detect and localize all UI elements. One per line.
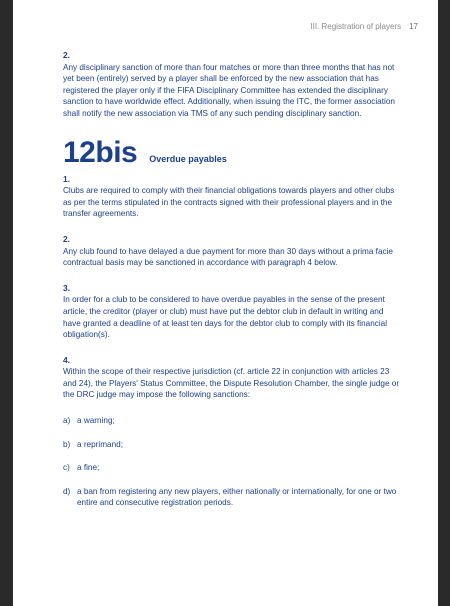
sanction-item — [63, 462, 403, 474]
sanction-item — [63, 415, 403, 427]
article-paragraph — [63, 234, 403, 269]
list-marker: d) — [63, 486, 71, 496]
paragraph-number: 3. — [63, 282, 70, 293]
intro-paragraph — [63, 50, 403, 120]
paragraph-number: 2. — [63, 233, 70, 244]
paragraph-text: Any club found to have delayed a due payment for more than 30 days without a prima facie contractual basis may be sanctioned in accordance with paragraph 4 below. — [63, 246, 393, 268]
paragraph-number: 1. — [63, 173, 70, 184]
list-text: a warning; — [77, 416, 115, 426]
section-heading — [63, 135, 403, 169]
article-paragraph — [63, 283, 403, 341]
paragraph-text: Within the scope of their respective jurisdiction (cf. article 22 in conjunction with articles 23 and 24), the Players' Status Committee, the Dispute Resolution Chamber, the single judge or the DRC judge may impose the following sanctions: — [63, 367, 400, 400]
section-number: 12bis — [63, 135, 138, 169]
article-paragraph — [63, 355, 403, 401]
list-marker: a) — [63, 416, 71, 426]
list-text: a reprimand; — [77, 439, 123, 449]
sanction-item — [63, 486, 403, 509]
paragraph-number: 2. — [63, 50, 70, 60]
page-body — [63, 50, 403, 521]
list-text: a ban from registering any new players, either nationally or internationally, for one or two entire and consecutive registration periods. — [77, 486, 397, 508]
running-header — [310, 22, 418, 31]
list-marker: b) — [63, 439, 71, 449]
page-number: 17 — [409, 22, 418, 31]
paragraph-number: 4. — [63, 354, 70, 365]
list-text: a fine; — [77, 463, 100, 473]
paragraph-text: Any disciplinary sanction of more than four matches or more than three months that has not yet been (entirely) served by a player shall be enforced by the new association that has registered the player only if the FIFA Disciplinary Committee has extended the disciplinary sanction to have worldwide effect. Additionally, when issuing the ITC, the former association shall notify the new association via TMS of any such pending disciplinary sanction. — [63, 62, 395, 118]
section-title: Overdue payables — [149, 153, 227, 164]
chapter-title: III. Registration of players — [310, 22, 402, 31]
sanction-item — [63, 439, 403, 451]
document-page — [13, 0, 438, 606]
list-marker: c) — [63, 463, 70, 473]
paragraph-text: Clubs are required to comply with their financial obligations towards players and other clubs as per the terms stipulated in the contracts signed with their professional players and in the transfer agreements. — [63, 186, 395, 219]
article-paragraph — [63, 174, 403, 220]
viewer-scrollbar[interactable] — [438, 0, 450, 606]
paragraph-text: In order for a club to be considered to have overdue payables in the sense of the present article, the creditor (player or club) must have put the debtor club in default in writing and have granted a deadline of at least ten days for the debtor club to comply with its financial obligation(s). — [63, 295, 388, 340]
